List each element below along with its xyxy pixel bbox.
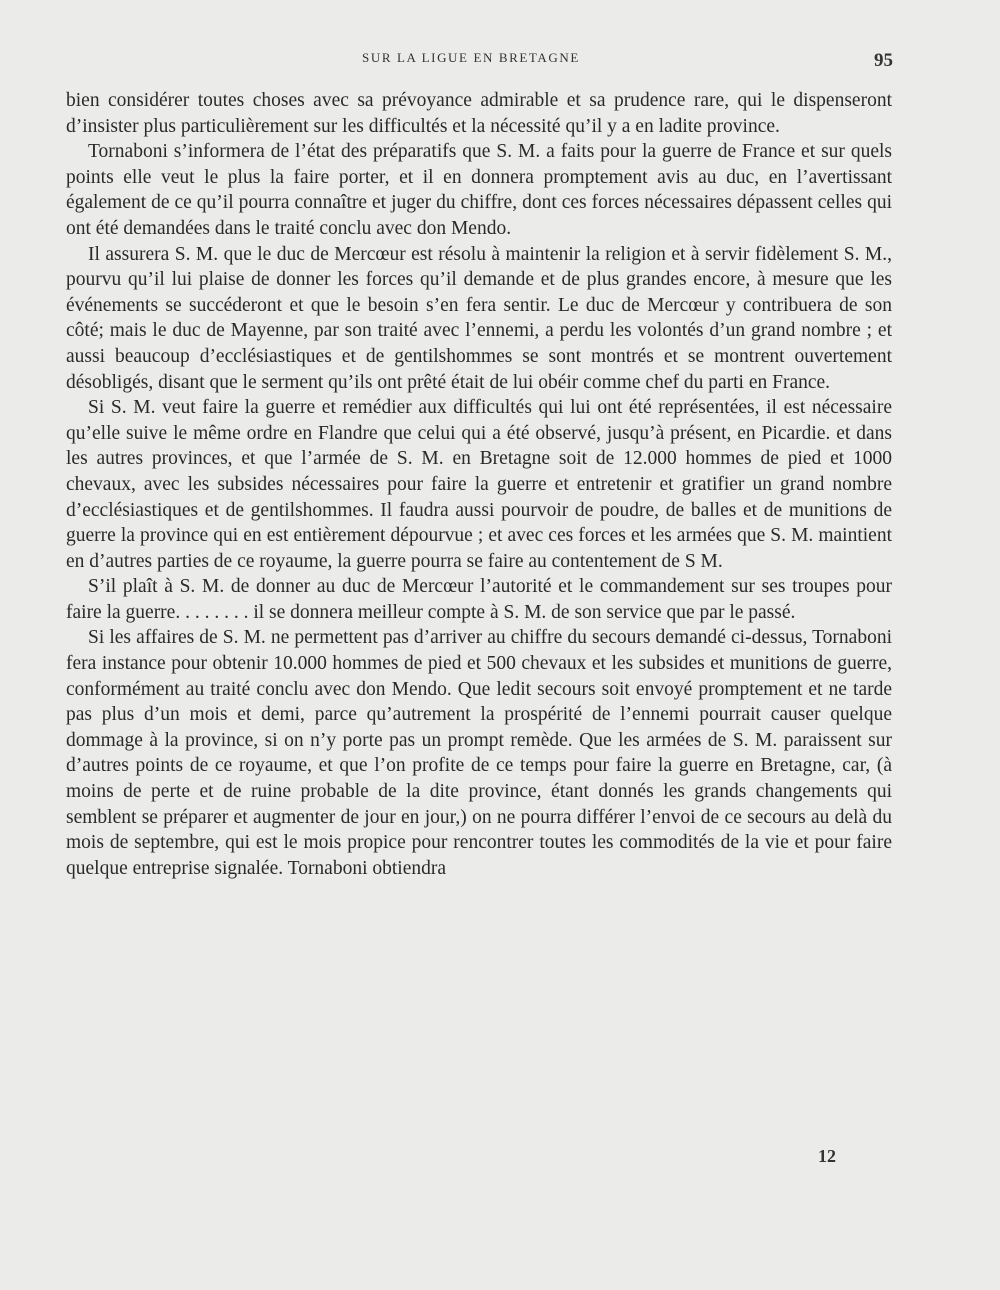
running-title: SUR LA LIGUE EN BRETAGNE bbox=[362, 50, 580, 65]
paragraph-duc-mercoeur: Il assurera S. M. que le duc de Mercœur est résolu à maintenir la religion et à servir fidèlement S. M., pourvu qu’il lui plaise de donner les forces qu’il demande et de plus grandes encore, à mesure que les événements se succéderont et que le besoin s’en fera sentir. Le duc de Mercœur y contribuera de son côté; mais le duc de Mayenne, par son traité avec l’ennemi, a perdu les volontés d’un grand nombre ; et aussi beaucoup d’ecclésiastiques et de gentilshommes se sont montrés et se montrent ouvertement désobligés, disant que le serment qu’ils ont prêté était de lui obéir comme chef du parti en France. bbox=[66, 243, 892, 393]
paragraph-secours: Si les affaires de S. M. ne permettent pas d’arriver au chiffre du secours demandé ci-dessus, Tornaboni fera instance pour obtenir 10.000 hommes de pied et 500 chevaux et les subsides et munitions de guerre, conformément au traité conclu avec don Mendo. Que ledit secours soit envoyé promptement et ne tarde pas plus d’un mois et demi, parce qu’autrement la prospérité de l’ennemi pourrait causer quelque dommage à la province, si on n’y porte pas un prompt remède. Que les armées de S. M. paraissent sur d’autres points de ce royaume, et que l’on profite de ce temps pour faire la guerre en Bretagne, car, (à moins de perte et de ruine probable de la dite province, étant donnés les grands changements qui semblent se préparer et augmenter de jour en jour,) on ne pourra différer l’envoi de ce secours au delà du mois de septembre, qui est le mois propice pour rencontrer toutes les commodités de la vie et pour faire quelque entreprise signalée. Tornaboni obtiendra bbox=[66, 627, 892, 879]
paragraph-autorite-commandement: S’il plaît à S. M. de donner au duc de Mercœur l’autorité et le commandement sur ses troupes pour faire la guerre. . . . . . . . il se donnera meilleur compte à S. M. de son service que par le passé. bbox=[66, 576, 892, 623]
paragraph-continued: bien considérer toutes choses avec sa prévoyance admirable et sa prudence rare, qui le dispenseront d’insister plus particulièrement sur les difficultés et la nécessité qu’il y a en ladite province. bbox=[66, 90, 892, 137]
paragraph-tornaboni-preparatifs: Tornaboni s’informera de l’état des préparatifs que S. M. a faits pour la guerre de France et sur quels points elle veut le plus la faire porter, et il en donnera promptement avis au duc, en l’avertissant également de ce qu’il pourra connaître et juger du chiffre, dont ces forces nécessaires dépassent celles qui ont été demandées dans le traité conclu avec don Mendo. bbox=[66, 141, 892, 239]
paragraph-guerre-flandre: Si S. M. veut faire la guerre et remédier aux difficultés qui lui ont été représentées, il est nécessaire qu’elle suive le même ordre en Flandre que celui qui a été observé, jusqu’à présent, en Picardie. et dans les autres provinces, et que l’armée de S. M. en Bretagne soit de 12.000 hommes de pied et 1000 chevaux, avec les subsides nécessaires pour faire la guerre et entretenir et gratifier un grand nombre d’ecclésiastiques et de gentilshommes. Il faudra aussi pourvoir de poudre, de balles et de munitions de guerre la province qui en est entièrement dépourvue ; et avec ces forces et les armées que S. M. maintient en d’autres parties de ce royaume, la guerre pourra se faire au contentement de S M. bbox=[66, 397, 892, 572]
body-text bbox=[66, 88, 892, 881]
page-number: 95 bbox=[874, 50, 893, 71]
signature-mark: 12 bbox=[818, 1146, 836, 1166]
